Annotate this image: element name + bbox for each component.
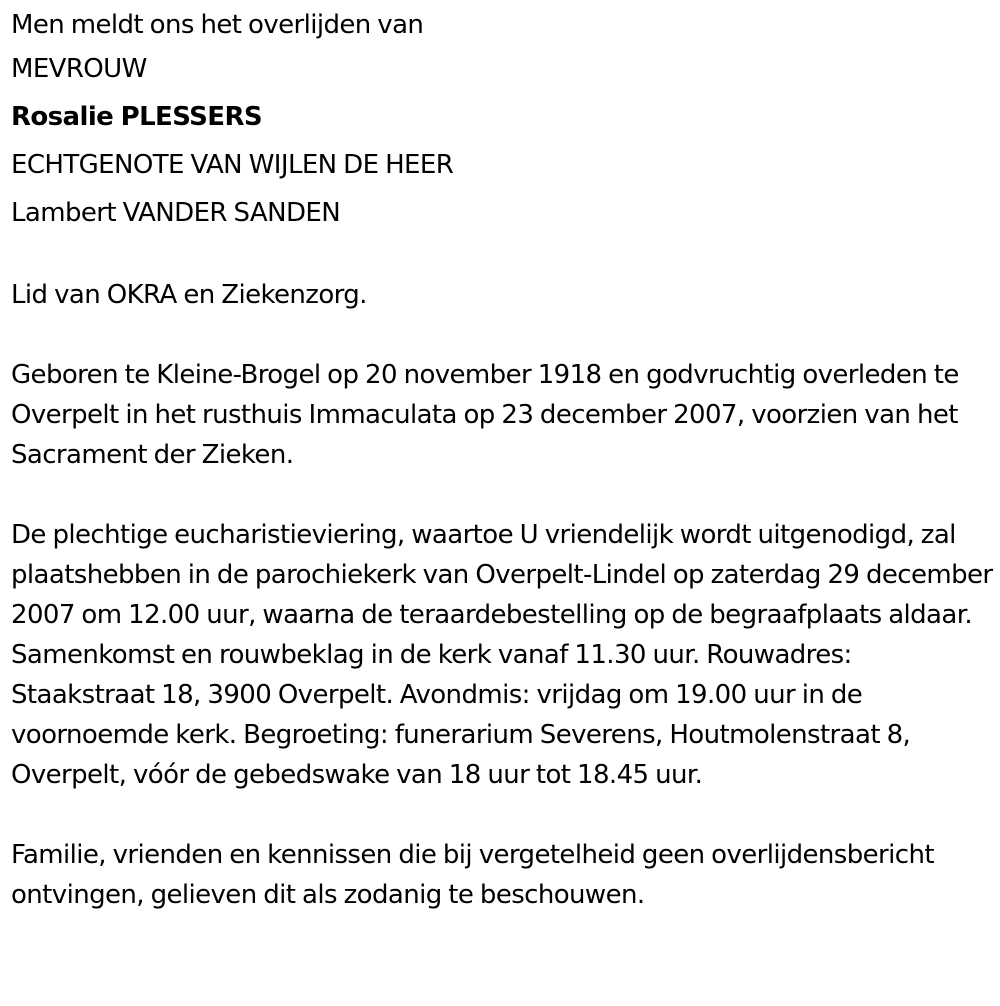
membership-paragraph: Lid van OKRA en Ziekenzorg. [11,280,367,310]
family-note-paragraph: Familie, vrienden en kennissen die bij vergetelheid geen overlijdensbericht ontvingen, gelieven dit als zodanig te beschouwen. [11,840,934,910]
spouse-label: ECHTGENOTE VAN WIJLEN DE HEER [11,150,454,180]
death-notice [11,0,996,915]
deceased-block [11,45,996,237]
deceased-title: MEVROUW [11,54,147,84]
ceremony-paragraph: De plechtige eucharistieviering, waartoe U vriendelijk wordt uitgenodigd, zal plaatshebben in de parochiekerk van Overpelt-Lindel op zaterdag 29 december 2007 om 12.00 uur, waarna de teraardebestelling op de begraafplaats aldaar. Samenkomst en rouwbeklag in de kerk vanaf 11.30 uur. Rouwadres: Staakstraat 18, 3900 Overpelt. Avondmis: vrijdag om 19.00 uur in de voornoemde kerk. Begroeting: funerarium Severens, Houtmolenstraat 8, Overpelt, vóór de gebedswake van 18 uur tot 18.45 uur. [11,520,993,790]
intro-line: Men meldt ons het overlijden van [11,10,424,40]
birth-death-paragraph: Geboren te Kleine-Brogel op 20 november 1918 en godvruchtig overleden te Overpelt in het rusthuis Immaculata op 23 december 2007, voorzien van het Sacrament der Zieken. [11,360,959,470]
spouse-name: Lambert VANDER SANDEN [11,198,341,228]
deceased-name: Rosalie PLESSERS [11,102,262,132]
